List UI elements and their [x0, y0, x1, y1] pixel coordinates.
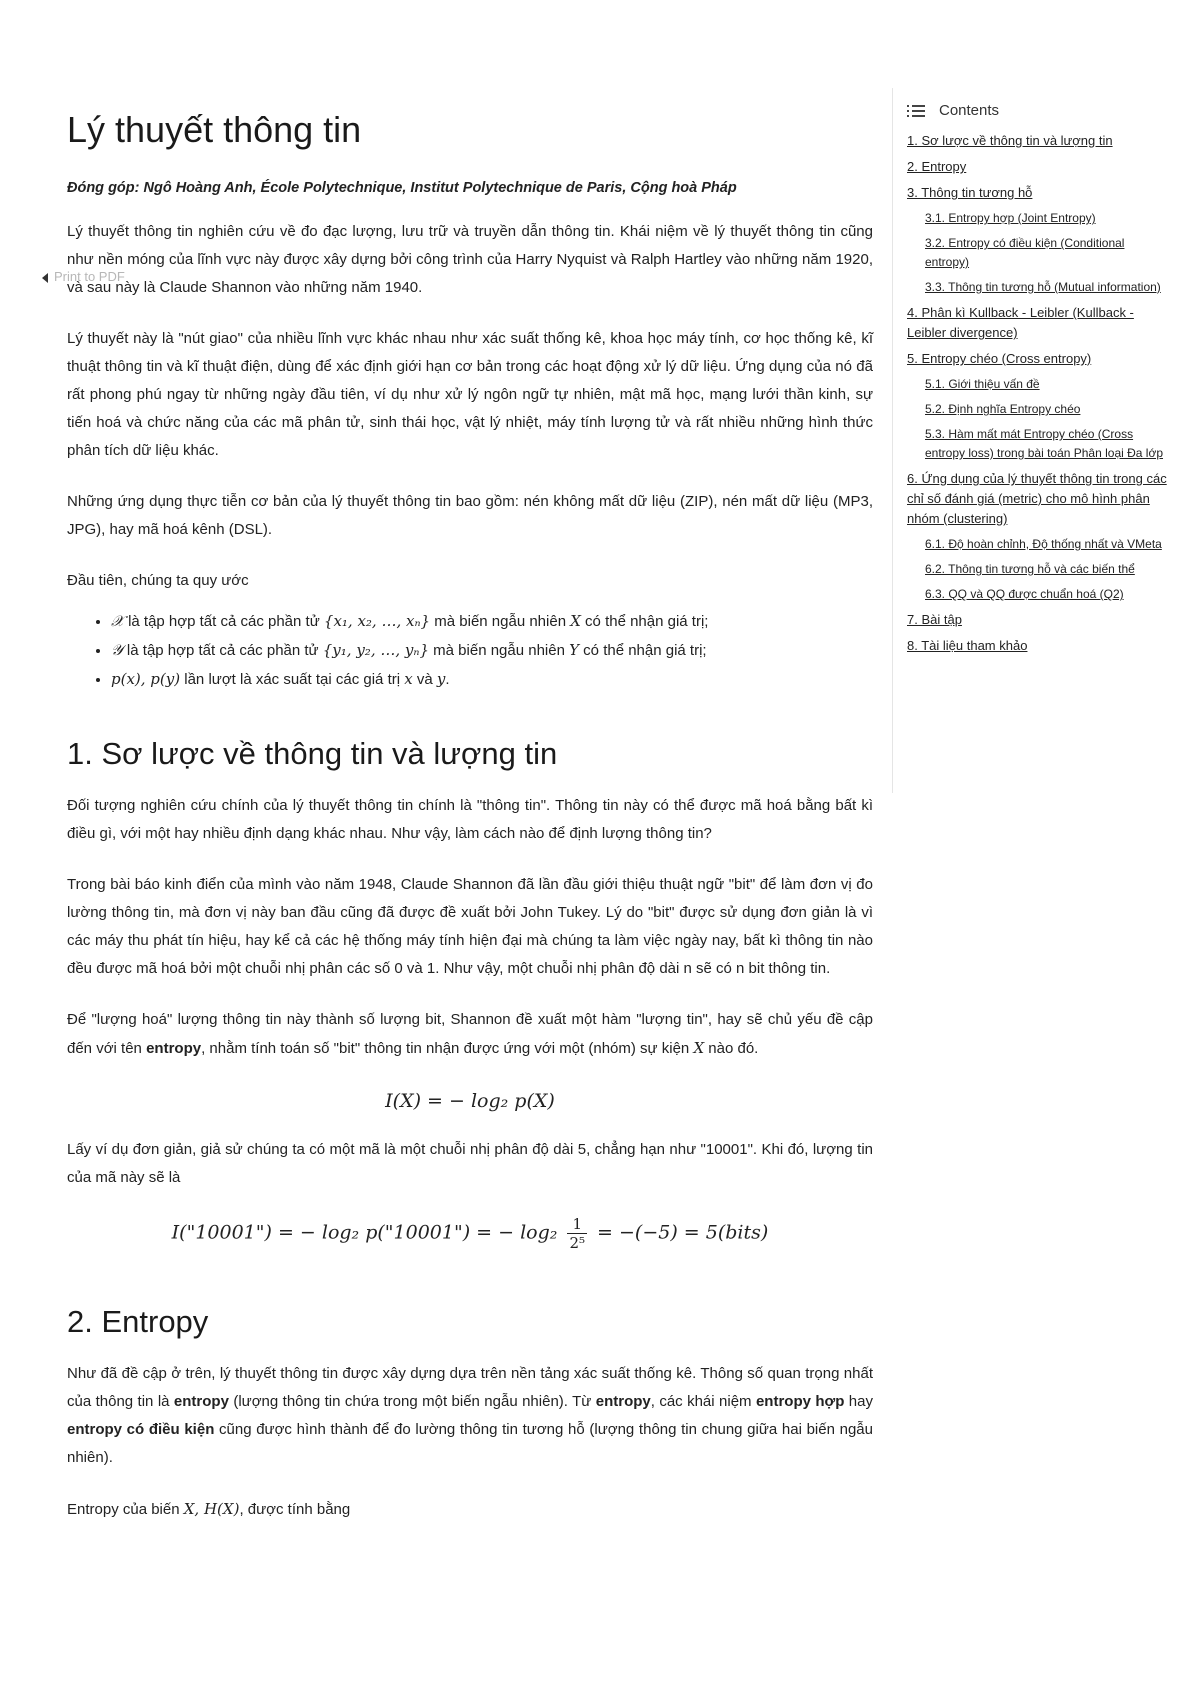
- toc-link-6-3[interactable]: 6.3. QQ và QQ được chuẩn hoá (Q2): [925, 587, 1124, 601]
- toc-link-6-1[interactable]: 6.1. Độ hoàn chỉnh, Độ thống nhất và VMeta: [925, 537, 1162, 551]
- toc-link-5-2[interactable]: 5.2. Định nghĩa Entropy chéo: [925, 402, 1081, 416]
- toc-link-5-3[interactable]: 5.3. Hàm mất mát Entropy chéo (Cross entropy loss) trong bài toán Phân loại Đa lớp: [925, 427, 1164, 460]
- toc-header: [907, 102, 1169, 119]
- section2-paragraph-2: Entropy của biến X, H(X), được tính bằng: [67, 1500, 351, 1518]
- intro-paragraph-3: Những ứng dụng thực tiễn cơ bản của lý thuyết thông tin bao gồm: nén không mất dữ liệu (ZIP), nén mất dữ liệu (MP3, JPG), hay mã hoá kênh (DSL).: [67, 493, 873, 538]
- section-heading-2: 2. Entropy: [67, 1304, 209, 1339]
- section1-paragraph-2: Trong bài báo kinh điển của mình vào năm 1948, Claude Shannon đã lần đầu giới thiệu thuật ngữ "bit" để làm đơn vị đo lường thông tin, mà đơn vị này ban đầu cũng đã được đề xuất bởi John Tukey. Lý do "bit" được sử dụng đơn giản là vì các máy thu phát tín hiệu, hay kể cả các hệ thống máy tính hiện đại mà chúng ta làm việc ngày nay, bất kì thông tin nào đều được mã hoá bởi một chuỗi nhị phân các số 0 và 1. Như vậy, một chuỗi nhị phân độ dài n sẽ có n bit thông tin.: [67, 876, 873, 977]
- section1-paragraph-4: Lấy ví dụ đơn giản, giả sử chúng ta có một mã là một chuỗi nhị phân độ dài 5, chẳng hạn như "10001". Khi đó, lượng tin của mã này sẽ là: [67, 1141, 873, 1186]
- fraction: $\frac{1}{\text{2⁵}}$: [569, 1215, 585, 1252]
- toc-link-3-3[interactable]: 3.3. Thông tin tương hỗ (Mutual information): [925, 280, 1161, 294]
- toc-link-7[interactable]: 7. Bài tập: [907, 612, 962, 627]
- toc-link-3[interactable]: 3. Thông tin tương hỗ: [907, 185, 1033, 200]
- intro-paragraph-4: Đầu tiên, chúng ta quy ước: [67, 572, 249, 589]
- table-of-contents: [892, 88, 1169, 793]
- list-item: • p(x), p(y) lần lượt là xác suất tại các giá trị x và y.: [111, 665, 873, 694]
- toc-title: Contents: [939, 102, 1000, 119]
- section2-paragraph-1: Như đã đề cập ở trên, lý thuyết thông tin được xây dựng dựa trên nền tảng xác suất thống kê. Thông số quan trọng nhất của thông tin là entropy (lượng thông tin chứa trong một biến ngẫu nhiên). Từ entropy, các khái niệm entropy hợp hay entropy có điều kiện cũng được hình thành để đo lường thông tin tương hỗ (lượng thông tin chung giữa hai biến ngẫu nhiên).: [67, 1365, 873, 1466]
- section1-paragraph-3: Để "lượng hoá" lượng thông tin này thành số lượng bit, Shannon đề xuất một hàm "lượng tin", hay sẽ chủ yếu đề cập đến với tên entropy, nhằm tính toán số "bit" thông tin nhận được ứng với một (nhóm) sự kiện X nào đó.: [67, 1011, 873, 1057]
- toc-link-1[interactable]: 1. Sơ lược về thông tin và lượng tin: [907, 133, 1113, 148]
- toc-link-6-2[interactable]: 6.2. Thông tin tương hỗ và các biến thể: [925, 562, 1135, 576]
- toc-link-5-1[interactable]: 5.1. Giới thiệu vấn đề: [925, 377, 1040, 391]
- toc-link-3-1[interactable]: 3.1. Entropy hợp (Joint Entropy): [925, 211, 1096, 225]
- toc-link-4[interactable]: 4. Phân kì Kullback - Leibler (Kullback - Leibler divergence): [907, 305, 1134, 340]
- list-icon: [907, 104, 925, 118]
- toc-link-3-2[interactable]: 3.2. Entropy có điều kiện (Conditional entropy): [925, 236, 1125, 269]
- section1-paragraph-1: Đối tượng nghiên cứu chính của lý thuyết thông tin chính là "thông tin". Thông tin này có thể được mã hoá bằng bất kì điều gì, với một hay nhiều định dạng khác nhau. Như vậy, làm cách nào để định lượng thông tin?: [67, 797, 873, 842]
- conventions-list: [67, 607, 873, 694]
- section-heading-1: 1. Sơ lược về thông tin và lượng tin: [67, 736, 558, 771]
- toc-link-6[interactable]: 6. Ứng dụng của lý thuyết thông tin trong các chỉ số đánh giá (metric) cho mô hình phân nhóm (clustering): [907, 471, 1167, 526]
- equation-example: I("10001") = − log₂ p("10001") = − log₂ $\frac{1}{\text{2⁵}}$ = −(−5) = 5(bits): [171, 1215, 769, 1252]
- equation-information: I(X) = − log₂ p(X): [385, 1090, 555, 1112]
- page-title: Lý thuyết thông tin: [67, 109, 362, 150]
- intro-paragraph-1: Lý thuyết thông tin nghiên cứu về đo đạc lượng, lưu trữ và truyền dẫn thông tin. Khái niệm về lý thuyết thông tin cũng như nền móng của lĩnh vực này được xây dựng bởi công trình của Harry Nyquist và Ralph Hartley vào những năm 1920, và sau này là Claude Shannon vào những năm 1940.: [67, 223, 873, 296]
- toc-link-8[interactable]: 8. Tài liệu tham khảo: [907, 638, 1028, 653]
- list-item: • 𝒴 là tập hợp tất cả các phần tử {y₁, y₂, …, yₙ} mà biến ngẫu nhiên Y có thể nhận giá trị;: [111, 636, 873, 665]
- toc-link-2[interactable]: 2. Entropy: [907, 159, 967, 174]
- left-arrow-icon: [42, 273, 48, 283]
- toc-link-5[interactable]: 5. Entropy chéo (Cross entropy): [907, 351, 1092, 366]
- article: [67, 108, 873, 1547]
- author-line: Đóng góp: Ngô Hoàng Anh, École Polytechnique, Institut Polytechnique de Paris, Cộng hoà Pháp: [67, 180, 737, 196]
- list-item: • 𝒳 là tập hợp tất cả các phần tử {x₁, x₂, …, xₙ} mà biến ngẫu nhiên X có thể nhận giá trị;: [111, 607, 873, 636]
- print-to-pdf-label: Print to PDF: [54, 269, 125, 284]
- intro-paragraph-2: Lý thuyết này là "nút giao" của nhiều lĩnh vực khác nhau như xác suất thống kê, khoa học máy tính, cơ học thống kê, kĩ thuật thông tin và kĩ thuật điện, dùng để xác định giới hạn cơ bản trong các hoạt động xử lý dữ liệu. Ứng dụng của nó đã rất phong phú ngay từ những ngày đầu tiên, ví dụ như xử lý ngôn ngữ tự nhiên, mật mã học, mạng lưới thần kinh, sự tiến hoá và chức năng của các mã phân tử, sinh thái học, vật lý nhiệt, máy tính lượng tử và rất nhiều những hình thức phân tích dữ liệu khác.: [67, 330, 873, 459]
